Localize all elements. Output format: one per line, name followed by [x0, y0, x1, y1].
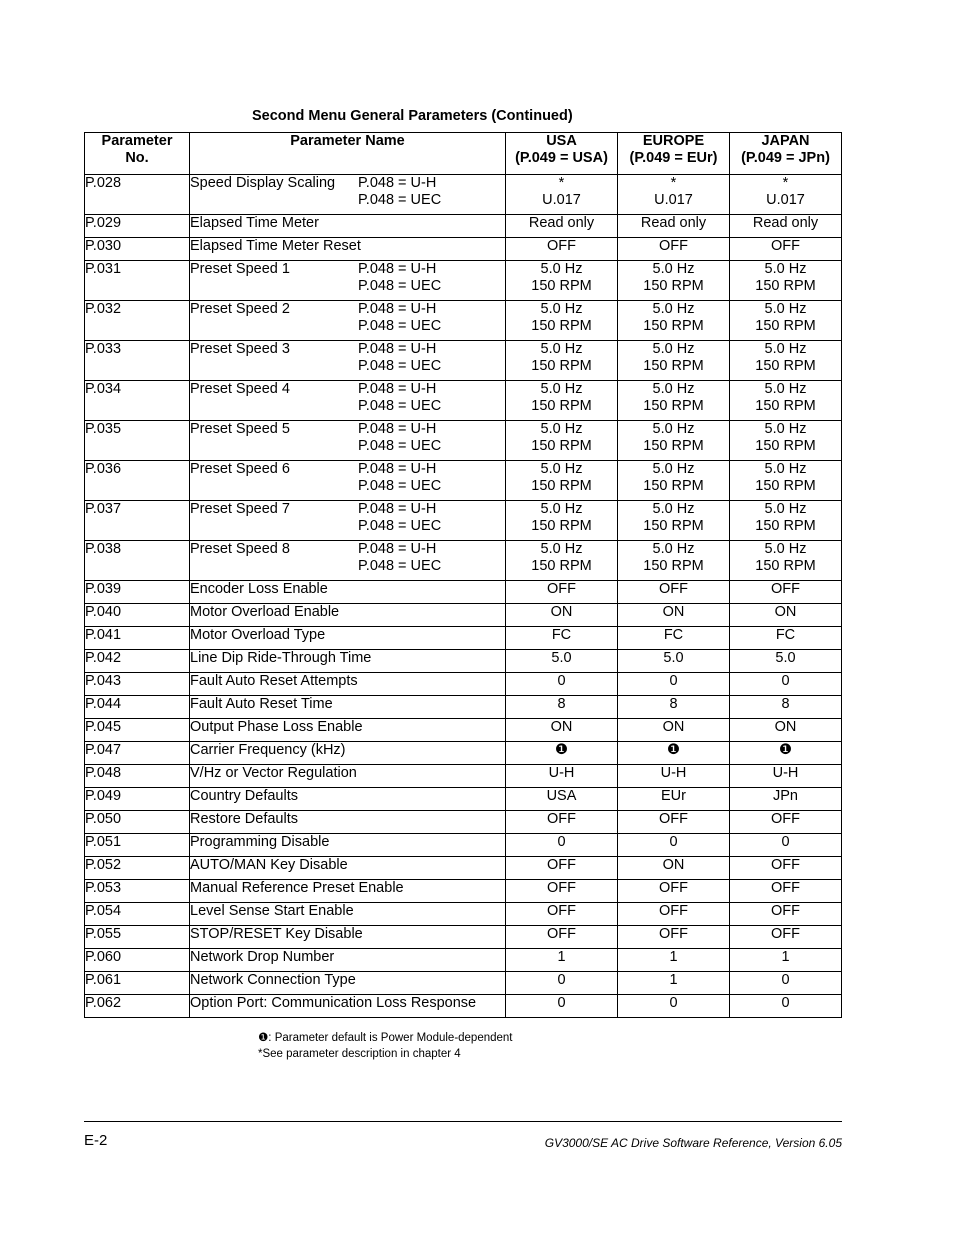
parameter-condition: P.048 = U-H P.048 = UEC [358, 421, 442, 454]
table-row [85, 903, 842, 926]
europe-default: OFF [618, 581, 730, 604]
table-row [85, 501, 842, 541]
parameter-name: Motor Overload Enable [190, 604, 506, 627]
usa-default: 0 [506, 834, 618, 857]
parameter-name [190, 461, 506, 501]
parameter-name-label: Preset Speed 6 [190, 461, 290, 477]
parameter-number: P.039 [85, 581, 190, 604]
parameter-condition: P.048 = U-H P.048 = UEC [358, 381, 442, 414]
parameter-name: Line Dip Ride-Through Time [190, 650, 506, 673]
parameter-name-label: Preset Speed 7 [190, 501, 290, 517]
parameter-name-label: Preset Speed 2 [190, 301, 290, 317]
europe-default: EUr [618, 788, 730, 811]
table-row [85, 341, 842, 381]
table-row [85, 421, 842, 461]
page-number: E-2 [84, 1132, 108, 1149]
parameter-name: Motor Overload Type [190, 627, 506, 650]
usa-default: 5.0 Hz 150 RPM [506, 301, 618, 341]
parameter-number: P.034 [85, 381, 190, 421]
parameter-number: P.050 [85, 811, 190, 834]
europe-default: * U.017 [618, 175, 730, 215]
parameter-name: Option Port: Communication Loss Response [190, 995, 506, 1018]
parameter-condition: P.048 = U-H P.048 = UEC [358, 541, 442, 574]
parameter-name: STOP/RESET Key Disable [190, 926, 506, 949]
table-row [85, 719, 842, 742]
japan-default: 0 [730, 673, 842, 696]
usa-default: OFF [506, 811, 618, 834]
header-usa: USA (P.049 = USA) [506, 133, 618, 175]
parameter-number: P.042 [85, 650, 190, 673]
table-row [85, 765, 842, 788]
table-row [85, 788, 842, 811]
parameter-number: P.037 [85, 501, 190, 541]
parameter-name: Restore Defaults [190, 811, 506, 834]
europe-default: OFF [618, 903, 730, 926]
usa-default: OFF [506, 581, 618, 604]
parameter-name-label: Preset Speed 1 [190, 261, 290, 277]
europe-default: 5.0 Hz 150 RPM [618, 421, 730, 461]
europe-default: 5.0 Hz 150 RPM [618, 341, 730, 381]
europe-default: 5.0 Hz 150 RPM [618, 261, 730, 301]
europe-default: 5.0 Hz 150 RPM [618, 541, 730, 581]
parameter-condition: P.048 = U-H P.048 = UEC [358, 501, 442, 534]
table-row [85, 301, 842, 341]
table-row [85, 604, 842, 627]
table-row [85, 995, 842, 1018]
japan-default: ON [730, 604, 842, 627]
usa-default: ON [506, 604, 618, 627]
parameter-name: Encoder Loss Enable [190, 581, 506, 604]
parameter-name: V/Hz or Vector Regulation [190, 765, 506, 788]
japan-default: Read only [730, 215, 842, 238]
usa-default: 5.0 Hz 150 RPM [506, 541, 618, 581]
europe-default: OFF [618, 880, 730, 903]
europe-default: Read only [618, 215, 730, 238]
japan-default: OFF [730, 811, 842, 834]
japan-default: 5.0 Hz 150 RPM [730, 381, 842, 421]
table-row [85, 857, 842, 880]
parameter-name: Network Drop Number [190, 949, 506, 972]
europe-default: ON [618, 857, 730, 880]
japan-default: OFF [730, 926, 842, 949]
japan-default: JPn [730, 788, 842, 811]
usa-default: ❶ [506, 742, 618, 765]
parameter-number: P.052 [85, 857, 190, 880]
table-row [85, 972, 842, 995]
parameter-name-label: Preset Speed 4 [190, 381, 290, 397]
europe-default: ON [618, 604, 730, 627]
europe-default: 5.0 Hz 150 RPM [618, 501, 730, 541]
footnote-power-module: ❶: Parameter default is Power Module-dependent [258, 1032, 513, 1044]
usa-default: * U.017 [506, 175, 618, 215]
parameter-condition: P.048 = U-H P.048 = UEC [358, 341, 442, 374]
europe-default: FC [618, 627, 730, 650]
usa-default: OFF [506, 238, 618, 261]
header-europe: EUROPE (P.049 = EUr) [618, 133, 730, 175]
usa-default: 8 [506, 696, 618, 719]
europe-default: 5.0 Hz 150 RPM [618, 301, 730, 341]
parameter-name [190, 541, 506, 581]
europe-default: OFF [618, 926, 730, 949]
usa-default: 0 [506, 995, 618, 1018]
header-parameter-name: Parameter Name [190, 133, 506, 175]
parameter-number: P.048 [85, 765, 190, 788]
parameter-name: Programming Disable [190, 834, 506, 857]
japan-default: 5.0 Hz 150 RPM [730, 301, 842, 341]
japan-default: OFF [730, 581, 842, 604]
usa-default: FC [506, 627, 618, 650]
table-row [85, 926, 842, 949]
japan-default: OFF [730, 857, 842, 880]
parameter-name: Level Sense Start Enable [190, 903, 506, 926]
parameter-number: P.047 [85, 742, 190, 765]
usa-default: Read only [506, 215, 618, 238]
document-reference: GV3000/SE AC Drive Software Reference, Version 6.05 [544, 1136, 842, 1150]
parameter-number: P.060 [85, 949, 190, 972]
usa-default: 5.0 Hz 150 RPM [506, 341, 618, 381]
europe-default: 0 [618, 995, 730, 1018]
europe-default: 0 [618, 834, 730, 857]
japan-default: * U.017 [730, 175, 842, 215]
europe-default: 5.0 Hz 150 RPM [618, 461, 730, 501]
usa-default: 0 [506, 673, 618, 696]
usa-default: 0 [506, 972, 618, 995]
table-row [85, 381, 842, 421]
parameter-name: Elapsed Time Meter Reset [190, 238, 506, 261]
parameter-number: P.040 [85, 604, 190, 627]
parameter-name-label: Preset Speed 3 [190, 341, 290, 357]
table-body [85, 175, 842, 1018]
table-row [85, 834, 842, 857]
japan-default: FC [730, 627, 842, 650]
parameter-name-label: Preset Speed 8 [190, 541, 290, 557]
europe-default: 1 [618, 972, 730, 995]
usa-default: 1 [506, 949, 618, 972]
table-row [85, 581, 842, 604]
parameter-name: Country Defaults [190, 788, 506, 811]
table-row [85, 742, 842, 765]
europe-default: OFF [618, 238, 730, 261]
japan-default: 0 [730, 834, 842, 857]
parameter-number: P.033 [85, 341, 190, 381]
japan-default: ON [730, 719, 842, 742]
parameter-name: Carrier Frequency (kHz) [190, 742, 506, 765]
parameter-name: Network Connection Type [190, 972, 506, 995]
parameter-number: P.051 [85, 834, 190, 857]
parameter-condition: P.048 = U-H P.048 = UEC [358, 261, 442, 294]
japan-default: OFF [730, 903, 842, 926]
parameter-number: P.054 [85, 903, 190, 926]
parameter-number: P.053 [85, 880, 190, 903]
parameter-number: P.043 [85, 673, 190, 696]
usa-default: OFF [506, 926, 618, 949]
parameter-number: P.035 [85, 421, 190, 461]
table-row [85, 696, 842, 719]
table-row [85, 949, 842, 972]
parameter-number: P.049 [85, 788, 190, 811]
parameter-condition: P.048 = U-H P.048 = UEC [358, 175, 442, 208]
parameter-number: P.028 [85, 175, 190, 215]
europe-default: 1 [618, 949, 730, 972]
usa-default: 5.0 Hz 150 RPM [506, 261, 618, 301]
footer-divider [84, 1121, 842, 1122]
europe-default: 8 [618, 696, 730, 719]
parameter-name [190, 301, 506, 341]
parameter-name-label: Preset Speed 5 [190, 421, 290, 437]
usa-default: OFF [506, 857, 618, 880]
parameter-number: P.045 [85, 719, 190, 742]
parameter-name: Elapsed Time Meter [190, 215, 506, 238]
table-row [85, 811, 842, 834]
parameter-number: P.036 [85, 461, 190, 501]
usa-default: 5.0 Hz 150 RPM [506, 461, 618, 501]
table-row [85, 238, 842, 261]
parameter-condition: P.048 = U-H P.048 = UEC [358, 461, 442, 494]
parameter-name [190, 261, 506, 301]
parameter-number: P.041 [85, 627, 190, 650]
parameter-name: Output Phase Loss Enable [190, 719, 506, 742]
parameter-name [190, 341, 506, 381]
japan-default: 1 [730, 949, 842, 972]
parameter-number: P.032 [85, 301, 190, 341]
table-row [85, 215, 842, 238]
table-row [85, 541, 842, 581]
japan-default: 5.0 Hz 150 RPM [730, 541, 842, 581]
usa-default: U-H [506, 765, 618, 788]
japan-default: OFF [730, 238, 842, 261]
parameter-number: P.031 [85, 261, 190, 301]
table-row [85, 261, 842, 301]
parameter-number: P.044 [85, 696, 190, 719]
table-row [85, 880, 842, 903]
japan-default: ❶ [730, 742, 842, 765]
japan-default: 5.0 Hz 150 RPM [730, 341, 842, 381]
usa-default: 5.0 Hz 150 RPM [506, 381, 618, 421]
table-row [85, 650, 842, 673]
parameter-name [190, 501, 506, 541]
japan-default: 0 [730, 972, 842, 995]
usa-default: 5.0 Hz 150 RPM [506, 421, 618, 461]
table-row [85, 175, 842, 215]
japan-default: 5.0 Hz 150 RPM [730, 501, 842, 541]
header-row [85, 133, 842, 175]
japan-default: 5.0 [730, 650, 842, 673]
header-japan: JAPAN (P.049 = JPn) [730, 133, 842, 175]
europe-default: ON [618, 719, 730, 742]
europe-default: U-H [618, 765, 730, 788]
europe-default: 5.0 Hz 150 RPM [618, 381, 730, 421]
japan-default: 5.0 Hz 150 RPM [730, 461, 842, 501]
japan-default: 0 [730, 995, 842, 1018]
usa-default: OFF [506, 903, 618, 926]
usa-default: ON [506, 719, 618, 742]
table-title: Second Menu General Parameters (Continued) [252, 108, 573, 124]
japan-default: U-H [730, 765, 842, 788]
table-row [85, 627, 842, 650]
europe-default: ❶ [618, 742, 730, 765]
usa-default: OFF [506, 880, 618, 903]
europe-default: 5.0 [618, 650, 730, 673]
usa-default: 5.0 [506, 650, 618, 673]
parameter-number: P.030 [85, 238, 190, 261]
parameter-name: AUTO/MAN Key Disable [190, 857, 506, 880]
parameter-number: P.055 [85, 926, 190, 949]
parameter-name-label: Speed Display Scaling [190, 175, 336, 191]
usa-default: 5.0 Hz 150 RPM [506, 501, 618, 541]
parameter-name: Manual Reference Preset Enable [190, 880, 506, 903]
parameter-number: P.029 [85, 215, 190, 238]
table-row [85, 673, 842, 696]
europe-default: OFF [618, 811, 730, 834]
japan-default: 8 [730, 696, 842, 719]
table-row [85, 461, 842, 501]
usa-default: USA [506, 788, 618, 811]
footnotes [258, 1031, 513, 1062]
parameter-number: P.062 [85, 995, 190, 1018]
parameter-name: Fault Auto Reset Time [190, 696, 506, 719]
japan-default: 5.0 Hz 150 RPM [730, 261, 842, 301]
footnote-see-chapter: *See parameter description in chapter 4 [258, 1047, 461, 1060]
japan-default: 5.0 Hz 150 RPM [730, 421, 842, 461]
parameter-condition: P.048 = U-H P.048 = UEC [358, 301, 442, 334]
parameter-name: Fault Auto Reset Attempts [190, 673, 506, 696]
parameters-table [84, 132, 842, 1018]
europe-default: 0 [618, 673, 730, 696]
header-parameter-no: Parameter No. [85, 133, 190, 175]
parameter-number: P.038 [85, 541, 190, 581]
parameter-number: P.061 [85, 972, 190, 995]
japan-default: OFF [730, 880, 842, 903]
parameter-name [190, 175, 506, 215]
parameter-name [190, 381, 506, 421]
parameter-name [190, 421, 506, 461]
